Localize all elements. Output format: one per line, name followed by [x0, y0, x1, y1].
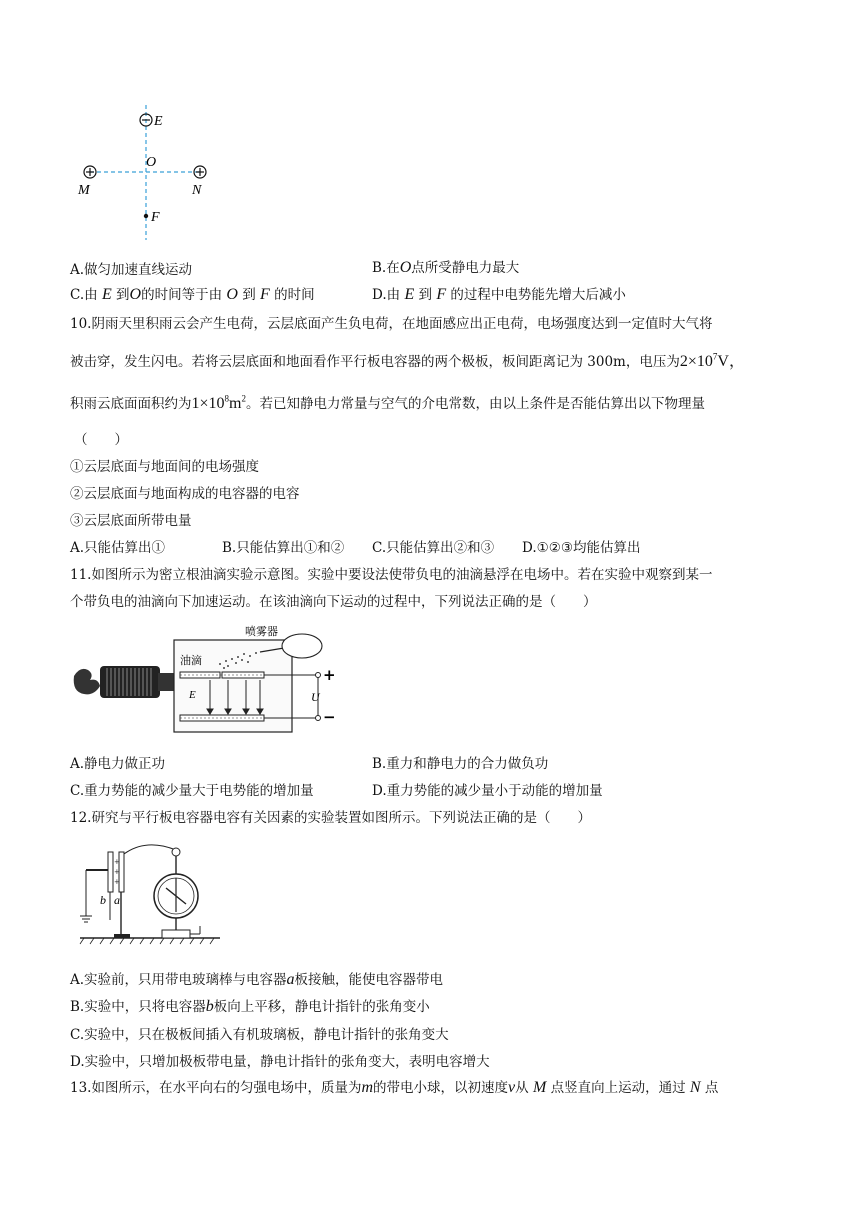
q12-option-d: D.实验中，只增加极板带电量，静电计指针的张角变大，表明电容增大 — [70, 1054, 490, 1070]
q12-option-a: A.实验前，只用带电玻璃棒与电容器a板接触，能使电容器带电 — [70, 971, 444, 988]
q12-stem: 12.研究与平行板电容器电容有关因素的实验装置如图所示。下列说法正确的是（ ） — [70, 810, 591, 826]
label-a: a — [114, 893, 120, 907]
label-o: O — [146, 155, 157, 170]
label-sprayer: 喷雾器 — [245, 625, 278, 638]
label-field-e: E — [189, 689, 196, 701]
label-voltage-u: U — [311, 690, 320, 704]
sprayer-bulb — [282, 634, 322, 658]
svg-text:+: + — [114, 858, 120, 866]
q9-option-d: D.由 E 到 F 的过程中电势能先增大后减小 — [372, 286, 626, 303]
q11-millikan-figure — [70, 618, 340, 736]
label-droplet: 油滴 — [180, 654, 202, 667]
q10-option-a: A.只能估算出① — [70, 540, 166, 556]
svg-text:+: + — [114, 878, 120, 886]
q10-item-1: ①云层底面与地面间的电场强度 — [70, 459, 259, 475]
q12-option-c: C.实验中，只在极板间插入有机玻璃板，静电计指针的张角变大 — [70, 1027, 449, 1043]
svg-text:+: + — [114, 868, 120, 876]
q10-option-b: B.只能估算出①和② — [222, 540, 345, 556]
q10-item-2: ②云层底面与地面构成的电容器的电容 — [70, 486, 300, 502]
q9-option-a: A.做匀加速直线运动 — [70, 262, 193, 278]
point-f — [144, 214, 148, 218]
label-minus: − — [323, 708, 336, 726]
electrometer-knob — [172, 848, 180, 856]
q10-stem-line3: 积雨云底面面积约为$1\times 10^8m^2$。若已知静电力常量与空气的介电常数，由以上条件是否能估算出以下物理量 — [70, 393, 705, 412]
q11-option-d: D.重力势能的减少量小于动能的增加量 — [372, 783, 603, 799]
q9-option-c: C.由 E 到O的时间等于由 O 到 F 的时间 — [70, 286, 315, 303]
q10-option-d: D.①②③均能估算出 — [522, 540, 641, 556]
hand-icon — [74, 669, 100, 694]
q11-stem-line2: 个带负电的油滴向下加速运动。在该油滴向下运动的过程中，下列说法正确的是（ ） — [70, 594, 597, 610]
label-n: N — [192, 183, 202, 198]
label-b: b — [100, 893, 106, 907]
q11-option-a: A.静电力做正功 — [70, 756, 166, 772]
q11-option-b: B.重力和静电力的合力做负功 — [372, 756, 549, 772]
label-f: F — [151, 210, 160, 225]
plate-b — [108, 852, 113, 892]
label-e: E — [154, 114, 163, 129]
q11-stem-line1: 11.如图所示为密立根油滴实验示意图。实验中要设法使带负电的油滴悬浮在电场中。若在实验中观察到某一 — [70, 567, 713, 583]
q13-stem: 13.如图所示，在水平向右的匀强电场中，质量为m的带电小球，以初速度v从 M 点竖直向上运动，通过 N 点 — [70, 1079, 719, 1096]
q12-electrometer-figure — [76, 840, 226, 948]
q10-item-3: ③云层底面所带电量 — [70, 513, 192, 529]
q10-stem-line1: 10.阴雨天里积雨云会产生电荷，云层底面产生负电荷，在地面感应出正电荷，电场强度达到一定值时大气将 — [70, 316, 713, 332]
q9-option-b: B.在O点所受静电力最大 — [372, 259, 520, 276]
q10-answer-paren: （ ） — [74, 432, 128, 448]
q10-option-c: C.只能估算出②和③ — [372, 540, 495, 556]
q11-option-c: C.重力势能的减少量大于电势能的增加量 — [70, 783, 314, 799]
label-m: M — [78, 183, 90, 198]
q9-charge-figure — [70, 100, 230, 245]
q12-option-b: B.实验中，只将电容器b板向上平移，静电计指针的张角变小 — [70, 998, 430, 1015]
q10-stem-line2: 被击穿，发生闪电。若将云层底面和地面看作平行板电容器的两个极板，板间距离记为 300m，电压为$2\times 10^7V$， — [70, 351, 745, 370]
label-plus: + — [323, 666, 336, 684]
